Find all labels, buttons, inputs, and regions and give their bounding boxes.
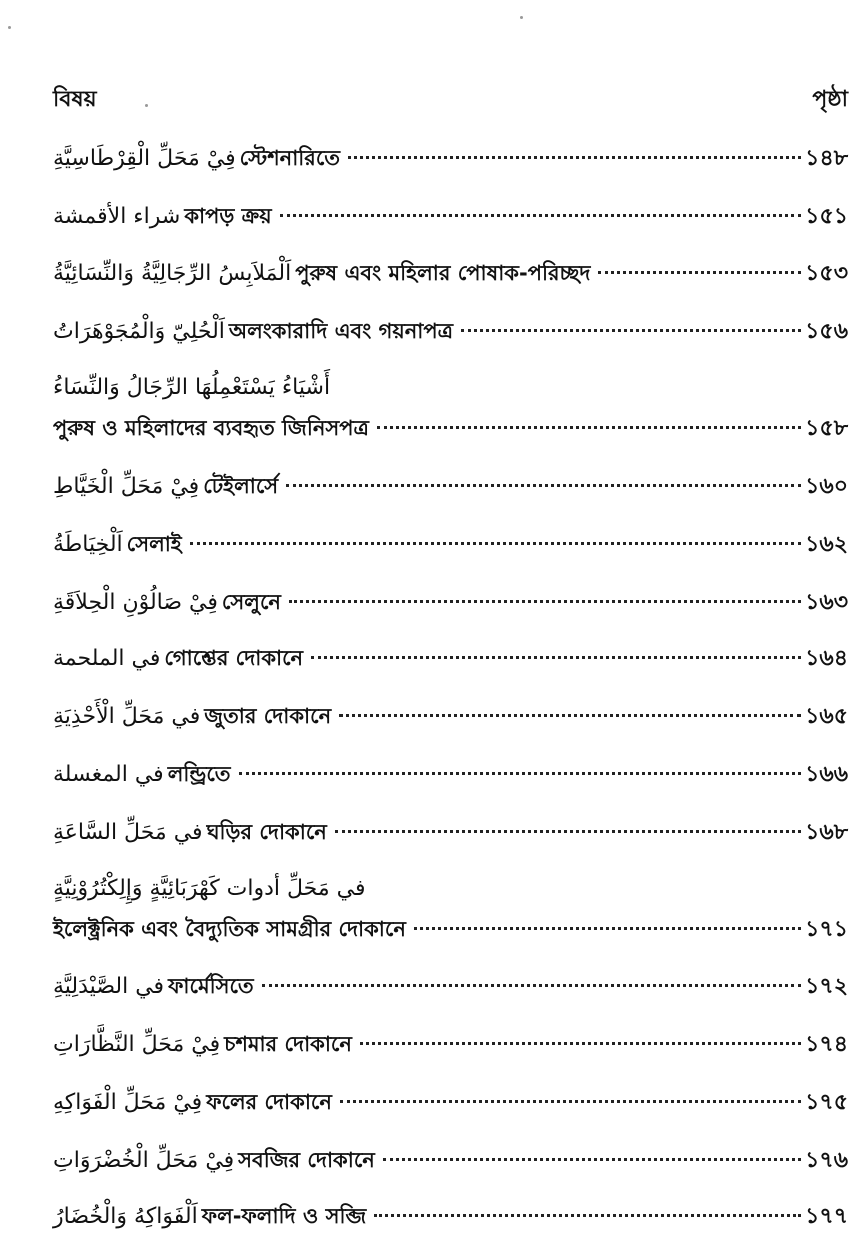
entry-arabic-title: في الصَّيْدَلِيَّةِ: [53, 974, 165, 999]
entry-page-number: ১৬২: [805, 532, 848, 557]
toc-entry: [53, 913, 848, 946]
toc-entry: [53, 412, 848, 445]
entry-arabic-title: اَلْفَوَاكِهُ وَالْخُضَارُ: [53, 1204, 198, 1229]
entry-page-number: ১৭১: [805, 917, 848, 942]
dot-leader: [374, 1214, 801, 1217]
entry-bengali-title: ঘড়ির দোকানে: [206, 820, 327, 844]
entry-bengali-title: স্টেশনারিতে: [239, 146, 341, 170]
entry-bengali-title: জুতার দোকানে: [204, 704, 332, 728]
entry-bengali-title: ফলের দোকানে: [206, 1090, 332, 1114]
toc-entry: [53, 1086, 848, 1119]
entry-arabic-title: في مَحَلِّ الْأَحْذِيَةِ: [53, 704, 201, 729]
toc-entry: [53, 970, 848, 1003]
entry-bengali-title: ফল-ফলাদি ও সব্জি: [201, 1204, 367, 1228]
entry-bengali-title: টেইলার্সে: [203, 474, 279, 498]
entry-page-number: ১৫৩: [805, 261, 848, 286]
entry-arabic-title: اَلْحُلِيّ وَالْمُجَوْهَرَاتُ: [53, 319, 225, 344]
dot-leader: [414, 927, 801, 930]
entry-page-number: ১৭৬: [805, 1148, 848, 1173]
entry-bengali-title: সবজির দোকানে: [238, 1148, 375, 1172]
dot-leader: [262, 984, 801, 987]
dot-leader: [461, 329, 801, 332]
entry-arabic-title: فِيْ مَحَلِّ الْخُضْرَوَاتِ: [53, 1148, 235, 1173]
entry-bengali-title: কাপড় ক্রয়: [184, 204, 272, 228]
entry-arabic-title: فِيْ مَحَلِّ الْخَيَّاطِ: [53, 474, 200, 499]
dot-leader: [340, 1100, 801, 1103]
toc-entry: [53, 200, 848, 233]
entry-bengali-title: ইলেক্ট্রনিক এবং বৈদ্যুতিক সামগ্রীর দোকানে: [53, 917, 406, 941]
toc-entry: [53, 586, 848, 619]
dot-leader: [335, 830, 801, 833]
dot-leader: [190, 542, 801, 545]
entry-page-number: ১৭২: [805, 974, 848, 999]
entry-page-number: ১৭৭: [805, 1204, 848, 1229]
entry-arabic-title: شراء الأقمشة: [53, 204, 181, 229]
toc-entry: [53, 142, 848, 175]
entry-bengali-title: পুরুষ ও মহিলাদের ব্যবহৃত জিনিসপত্র: [53, 416, 369, 440]
toc-entry: [53, 1144, 848, 1177]
entry-page-number: ১৬০: [805, 474, 848, 499]
dot-leader: [383, 1158, 801, 1161]
table-of-contents: [53, 0, 848, 1259]
dot-leader: [286, 484, 801, 487]
entry-bengali-title: পুরুষ এবং মহিলার পোষাক-পরিচ্ছদ: [295, 261, 591, 285]
entry-page-number: ১৭৫: [805, 1090, 848, 1115]
entry-arabic-title: اَلْمَلاَبِسُ الرِّجَالِيَّةُ وَالنِّسَائِيَّةُ: [53, 261, 292, 286]
subject-column-label: বিষয়: [53, 86, 97, 112]
entry-page-number: ১৬৬: [805, 762, 848, 787]
entry-arabic-title: أَشْيَاءُ يَسْتَعْمِلُهَا الرِّجَالُ وَالنِّسَاءُ: [53, 375, 331, 400]
entry-page-number: ১৬৫: [805, 704, 848, 729]
dot-leader: [360, 1042, 801, 1045]
dot-leader: [239, 772, 802, 775]
entry-bengali-title: লন্ড্রিতে: [167, 762, 231, 786]
entry-bengali-title: গোশ্তের দোকানে: [164, 646, 304, 670]
entry-arabic-title: فِيْ مَحَلِّ الْفَوَاكِهِ: [53, 1090, 203, 1115]
toc-entry: [53, 816, 848, 849]
dot-leader: [311, 656, 801, 659]
toc-entry: [53, 1200, 848, 1233]
dot-leader: [598, 271, 801, 274]
entry-arabic-title: فِيْ صَالُوْنِ الْحِلاَقَةِ: [53, 590, 218, 615]
dot-leader: [348, 156, 801, 159]
entry-arabic-title: في الملحمة: [53, 646, 161, 671]
entry-arabic-title: في مَحَلِّ أدوات كَهْرَبَائِيَّةٍ وَإِلِكْتُرُوْنِيَّةٍ: [53, 876, 366, 901]
entry-page-number: ১৫৬: [805, 319, 848, 344]
entry-bengali-title: চশমার দোকানে: [224, 1032, 352, 1056]
entry-page-number: ১৬৩: [805, 590, 848, 615]
page-column-label: পৃষ্ঠা: [812, 86, 848, 112]
entry-page-number: ১৬৪: [805, 646, 848, 671]
entry-page-number: ১৫৮: [805, 416, 848, 441]
entry-arabic-title: في المغسلة: [53, 762, 164, 787]
dot-leader: [377, 426, 801, 429]
entry-bengali-title: সেলুনে: [221, 590, 281, 614]
entry-page-number: ১৪৮: [805, 146, 848, 171]
dot-leader: [289, 600, 801, 603]
toc-entry: [53, 1028, 848, 1061]
toc-entry-arabic-line: [53, 873, 848, 905]
entry-page-number: ১৭৪: [805, 1032, 848, 1057]
dot-leader: [280, 214, 802, 217]
entry-bengali-title: অলংকারাদি এবং গয়নাপত্র: [228, 319, 454, 343]
entry-arabic-title: فِيْ مَحَلِّ الْقِرْطَاسِيَّةِ: [53, 146, 236, 171]
entry-page-number: ১৬৮: [805, 820, 848, 845]
toc-entry: [53, 758, 848, 791]
entry-page-number: ১৫১: [805, 204, 848, 229]
toc-entry: [53, 700, 848, 733]
dot-leader: [339, 714, 801, 717]
toc-entry: [53, 257, 848, 290]
entry-bengali-title: সেলাই: [126, 532, 182, 556]
toc-entry: [53, 470, 848, 503]
toc-entry: [53, 642, 848, 675]
entry-bengali-title: ফার্মেসিতে: [168, 974, 254, 998]
toc-entry: [53, 315, 848, 348]
entry-arabic-title: اَلْخِيَاطَةُ: [53, 532, 123, 557]
toc-entry-arabic-line: [53, 372, 848, 404]
entry-arabic-title: فِيْ مَحَلِّ النَّظَّارَاتِ: [53, 1032, 221, 1057]
entry-arabic-title: في مَحَلِّ السَّاعَةِ: [53, 820, 203, 845]
toc-entry: [53, 528, 848, 561]
scan-speck: [8, 26, 11, 29]
